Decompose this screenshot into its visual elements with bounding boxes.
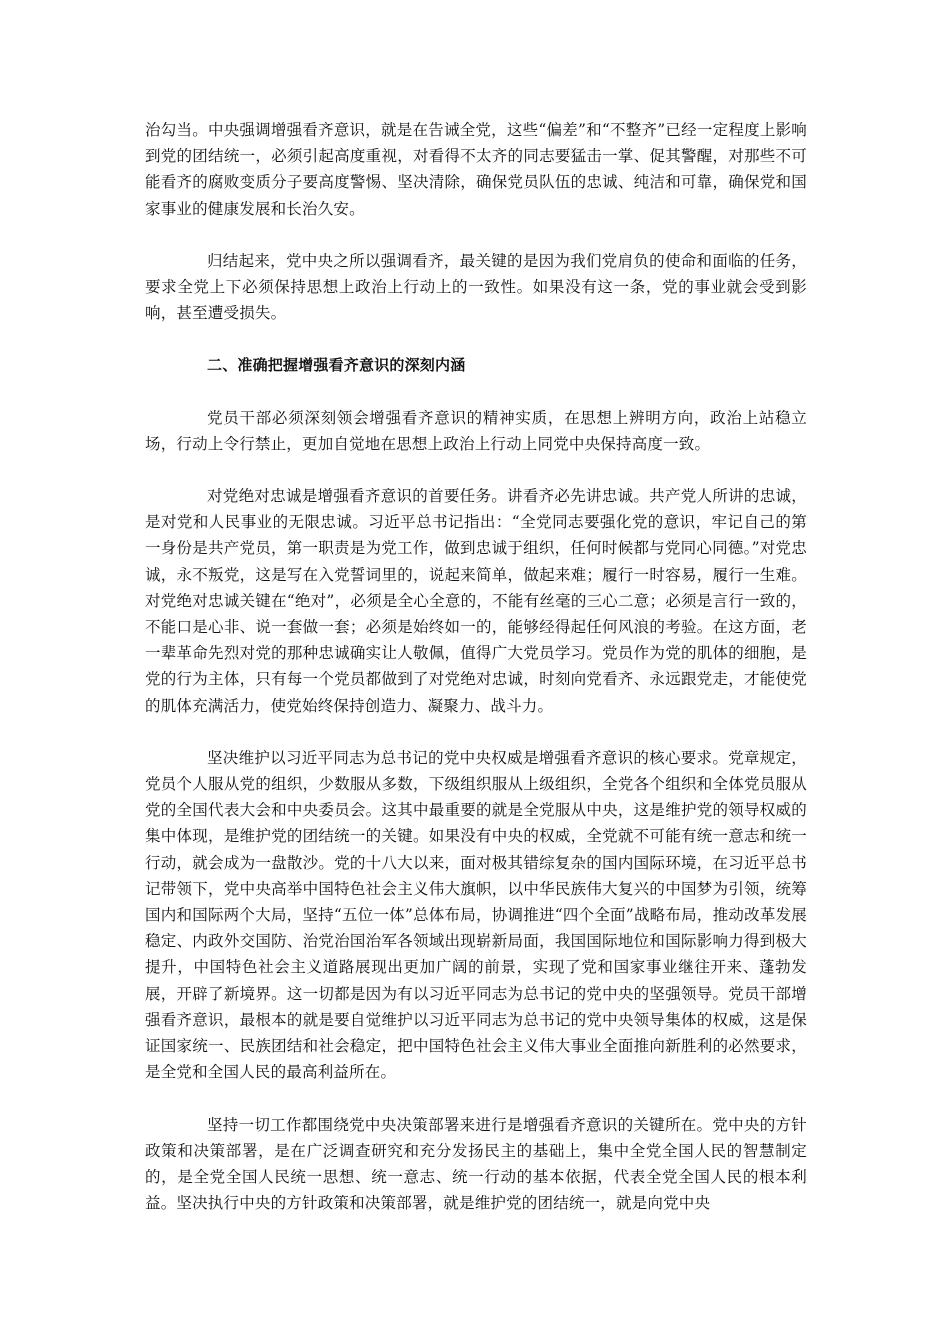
section-heading: 二、准确把握增强看齐意识的深刻内涵 <box>207 356 466 375</box>
paragraph-intro: 党员干部必须深刻领会增强看齐意识的精神实质，在思想上辨明方向，政治上站稳立场，行动上令行禁止，更加自觉地在思想上政治上行动上同党中央保持高度一致。 <box>145 408 807 453</box>
paragraph-loyalty: 对党绝对忠诚是增强看齐意识的首要任务。讲看齐必先讲忠诚。共产党人所讲的忠诚，是对党和人民事业的无限忠诚。习近平总书记指出：“全党同志要强化党的意识，牢记自己的第一身份是共产党员，第一职责是为党工作，做到忠诚于组织，任何时候都与党同心同德。”对党忠诚，永不叛党，这是写在入党誓词里的，说起来简单，做起来难；履行一时容易，履行一生难。对党绝对忠诚关键在“绝对”，必须是全心全意的，不能有丝毫的三心二意；必须是言行一致的，不能口是心非、说一套做一套；必须是始终如一的，能够经得起任何风浪的考验。在这方面，老一辈革命先烈对党的那种忠诚确实让人敬佩，值得广大党员学习。党员作为党的肌体的细胞，是党的行为主体，只有每一个党员都做到了对党绝对忠诚，时刻向党看齐、永远跟党走，才能使党的肌体充满活力，使党始终保持创造力、凝聚力、战斗力。 <box>145 487 807 715</box>
paragraph-decisions: 坚持一切工作都围绕党中央决策部署来进行是增强看齐意识的关键所在。党中央的方针政策和决策部署，是在广泛调查研究和充分发扬民主的基础上，集中全党全国人民的智慧制定的，是全党全国人民统一思想、统一意志、统一行动的基本依据，代表全党全国人民的根本利益。坚决执行中央的方针政策和决策部署，就是维护党的团结统一，就是向党中央 <box>145 1115 807 1213</box>
paragraph-authority: 坚决维护以习近平同志为总书记的党中央权威是增强看齐意识的核心要求。党章规定，党员个人服从党的组织，少数服从多数，下级组织服从上级组织，全党各个组织和全体党员服从党的全国代表大会和中央委员会。这其中最重要的就是全党服从中央，这是维护党的领导权威的集中体现，是维护党的团结统一的关键。如果没有中央的权威，全党就不可能有统一意志和统一行动，就会成为一盘散沙。党的十八大以来，面对极其错综复杂的国内国际环境，在习近平总书记带领下，党中央高举中国特色社会主义伟大旗帜，以中华民族伟大复兴的中国梦为引领，统筹国内和国际两个大局，坚持“五位一体”总体布局，协调推进“四个全面”战略布局，推动改革发展稳定、内政外交国防、治党治国治军各领域出现崭新局面，我国国际地位和国际影响力得到极大提升，中国特色社会主义道路展现出更加广阔的前景，实现了党和国家事业继往开来、蓬勃发展，开辟了新境界。这一切都是因为有以习近平同志为总书记的党中央的坚强领导。党员干部增强看齐意识，最根本的就是要自觉维护以习近平同志为总书记的党中央领导集体的权威，这是保证国家统一、民族团结和社会稳定，把中国特色社会主义伟大事业全面推向新胜利的必然要求，是全党和全国人民的最高利益所在。 <box>145 748 807 1082</box>
paragraph-summary: 归结起来，党中央之所以强调看齐，最关键的是因为我们党肩负的使命和面临的任务，要求全党上下必须保持思想上政治上行动上的一致性。如果没有这一条，党的事业就会受到影响，甚至遭受损失。 <box>145 251 807 323</box>
document-page <box>145 117 807 1242</box>
paragraph-continuation: 治勾当。中央强调增强看齐意识，就是在告诫全党，这些“偏差”和“不整齐”已经一定程度上影响到党的团结统一，必须引起高度重视，对看得不太齐的同志要猛击一掌、促其警醒，对那些不可能看齐的腐败变质分子要高度警惕、坚决清除，确保党员队伍的忠诚、纯洁和可靠，确保党和国家事业的健康发展和长治久安。 <box>145 121 807 218</box>
